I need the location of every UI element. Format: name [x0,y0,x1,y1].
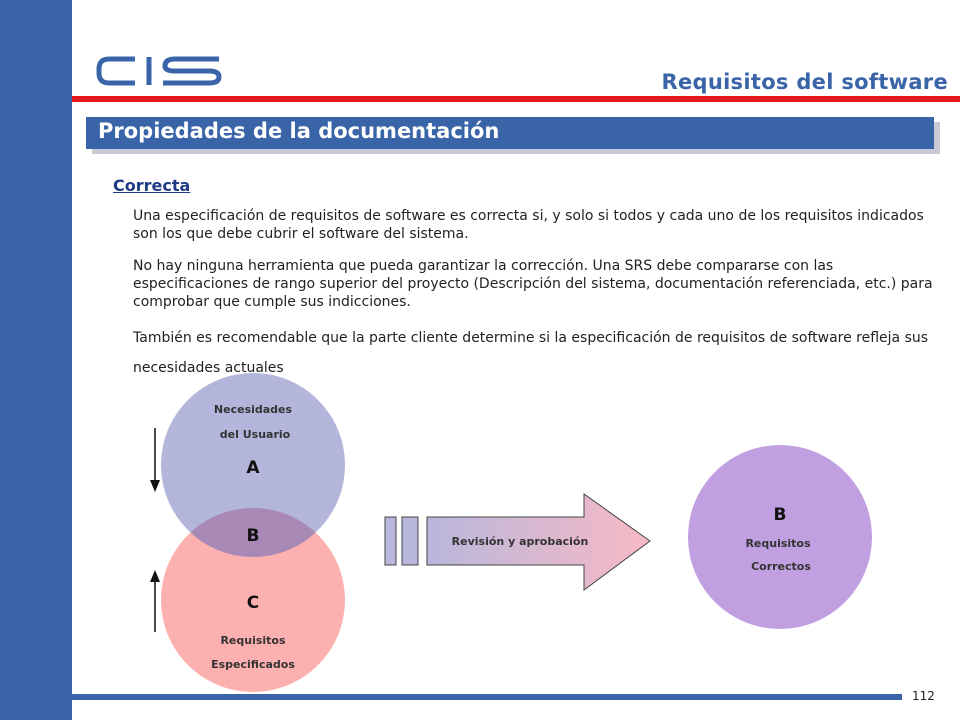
circle-c-label-line1: Requisitos [220,634,286,647]
section-title: Requisitos del software [661,70,948,94]
circle-a-label-line2: del Usuario [219,428,291,441]
page-number: 112 [912,689,935,703]
paragraph-3: También es recomendable que la parte cliente determine si la especificación de requisitos de software refleja sus necesidades actuales [133,330,929,376]
circle-c-letter: C [246,593,260,613]
circle-b-label-line2: Correctos [751,560,811,573]
arrow-tail-bar-2 [402,517,418,565]
circle-b-letter: B [773,505,787,525]
circle-a-label-line1: Necesidades [213,403,293,416]
footer-bar [72,694,902,700]
paragraph-1: Una especificación de requisitos de software es correcta si, y solo si todos y cada uno de los requisitos indicados son los que debe cubrir el software del sistema. [133,208,924,242]
circle-c-label-line2: Especificados [211,658,295,671]
up-arrow-icon [150,570,160,632]
down-arrow-icon [150,428,160,492]
subheading-correcta: Correcta [113,176,191,195]
arrow-tail-bar-1 [385,517,396,565]
circle-a-letter: A [246,458,260,478]
paragraph-2: No hay ninguna herramienta que pueda garantizar la corrección. Una SRS debe compararse con las especificaciones de rango superior del proyecto (Descripción del sistema, documentación referenciada, etc.) para comprobar que cumple sus indicciones. [133,258,933,310]
overlap-letter: B [246,526,260,546]
slide-title: Propiedades de la documentación [98,119,500,143]
circle-b-label-line1: Requisitos [745,537,811,550]
arrow-label: Revisión y aprobación [451,535,589,548]
